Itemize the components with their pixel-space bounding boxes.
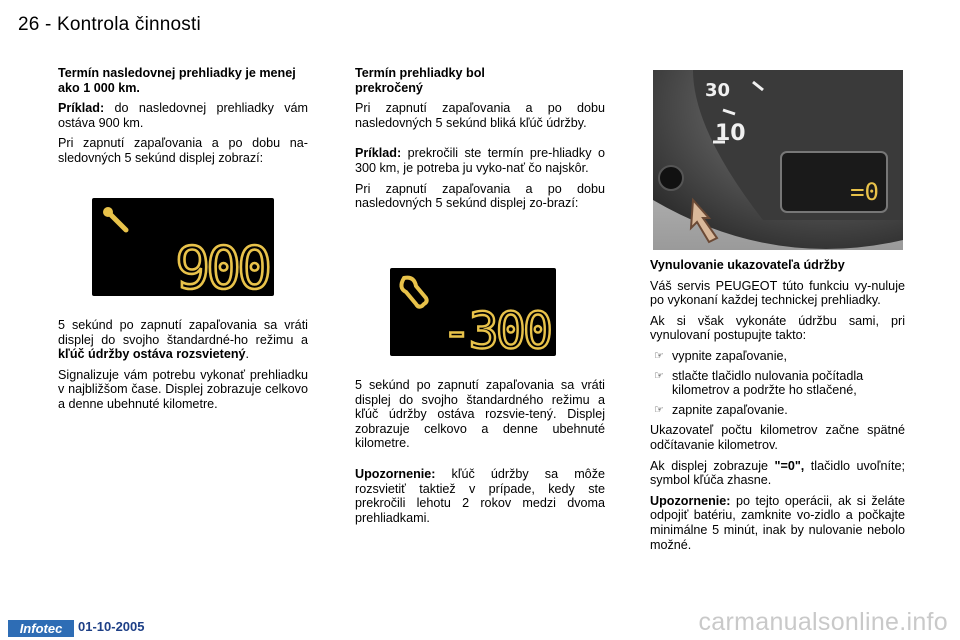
step-text: stlačte tlačidlo nulovania počítadla kilometrov a podržte ho stlačené, bbox=[672, 368, 864, 398]
paragraph: Ak si však vykonáte údržbu sami, pri vynulovaní postupujte takto: bbox=[650, 313, 905, 343]
dial-label: 10 bbox=[715, 121, 746, 146]
watermark: carmanualsonline.info bbox=[698, 608, 948, 636]
list-item bbox=[650, 349, 905, 364]
paragraph bbox=[58, 318, 308, 362]
example-paragraph bbox=[355, 146, 605, 175]
example-text: do nasledovnej prehliadky vám ostáva 900 km. bbox=[58, 101, 308, 130]
lcd-value: 900 bbox=[175, 234, 268, 296]
example-label: Príklad: bbox=[355, 146, 402, 161]
dial-label: 30 bbox=[705, 80, 731, 101]
warning-text: kľúč údržby sa môže rozsvietiť taktiež v prípade, kedy ste prekročili lehotu 2 rokov medzi dvoma prehliadkami. bbox=[355, 466, 605, 525]
lcd-display-900 bbox=[92, 198, 274, 296]
column-1 bbox=[58, 66, 308, 172]
pointing-hand-icon: ☞ bbox=[654, 369, 664, 382]
text-span: . bbox=[245, 347, 250, 362]
bold-span: kľúč údržby ostáva rozsvietený bbox=[58, 347, 246, 362]
trip-display: =0 bbox=[850, 178, 879, 206]
lcd-screen bbox=[92, 198, 274, 296]
paragraph: 5 sekúnd po zapnutí zapaľovania sa vráti displej do svojho štandardného režimu a kľúč údržby ostáva rozsvie-tený. Displej zobrazuje celkovo a denne ubehnuté kilometre. bbox=[355, 378, 605, 451]
paragraph: Pri zapnutí zapaľovania a po dobu nasledovných 5 sekúnd bliká kľúč údržby. bbox=[355, 101, 605, 130]
infotec-logo: Infotec bbox=[8, 620, 74, 637]
step-text: zapnite zapaľovanie. bbox=[672, 402, 788, 417]
section-heading: Vynulovanie ukazovateľa údržby bbox=[650, 258, 845, 272]
pointing-hand-icon: ☞ bbox=[654, 349, 664, 362]
column-2 bbox=[355, 66, 605, 217]
paragraph: Pri zapnutí zapaľovania a po dobu nasledovných 5 sekúnd displej zo-brazí: bbox=[355, 181, 605, 211]
section-heading: Termín nasledovnej prehliadky je menej ako 1 000 km. bbox=[58, 66, 296, 95]
wrench-icon bbox=[103, 207, 126, 230]
step-text: vypnite zapaľovanie, bbox=[672, 348, 787, 363]
list-item bbox=[650, 369, 905, 398]
section-heading: Termín prehliadky bol prekročený bbox=[355, 66, 485, 95]
warning-paragraph bbox=[650, 494, 905, 552]
lcd-value: -300 bbox=[441, 302, 550, 356]
text-span: Ak displej zobrazuje bbox=[650, 458, 775, 473]
paragraph: Signalizuje vám potrebu vykonať prehliadku v najbližšom čase. Displej zobrazuje celkovo a denne ubehnuté kilometre. bbox=[58, 367, 308, 411]
warning-text: po tejto operácii, ak si želáte odpojiť batériu, zamknite vo-zidlo a počkajte minimálne 5 minút, inak by nulovanie nebolo možné. bbox=[650, 493, 905, 552]
example-text: prekročili ste termín pre-hliadky o 300 km, je potreba ju vyko-nať čo najskôr. bbox=[355, 146, 605, 175]
warning-label: Upozornenie: bbox=[650, 493, 731, 508]
lcd-screen bbox=[390, 268, 556, 356]
wrench-icon bbox=[401, 278, 426, 307]
column-1-lower bbox=[58, 318, 308, 418]
footer-date: 01-10-2005 bbox=[78, 619, 145, 634]
bold-span: "=0", bbox=[774, 458, 805, 473]
pointing-hand-icon: ☞ bbox=[654, 403, 664, 416]
text-span: tlačidlo uvoľníte; symbol kľúča zhasne. bbox=[650, 458, 905, 488]
paragraph: Ukazovateľ počtu kilometrov začne spätné odčítavanie kilometrov. bbox=[650, 423, 905, 452]
example-label: Príklad: bbox=[58, 101, 105, 116]
example-paragraph bbox=[58, 101, 308, 130]
warning-paragraph bbox=[355, 467, 605, 525]
text-span: 5 sekúnd po zapnutí zapaľovania sa vráti displej do svojho štandardné-ho režimu a bbox=[58, 318, 308, 347]
warning-label: Upozornenie: bbox=[355, 466, 436, 481]
paragraph bbox=[650, 459, 905, 488]
dashboard-photo bbox=[653, 70, 903, 250]
reset-knob bbox=[659, 166, 683, 190]
column-2-lower bbox=[355, 378, 605, 531]
list-item bbox=[650, 403, 905, 418]
paragraph: Váš servis PEUGEOT túto funkciu vy-nuluje po vykonaní každej technickej prehliadky. bbox=[650, 278, 905, 308]
lcd-display-300 bbox=[390, 268, 556, 356]
page-title: 26 - Kontrola činnosti bbox=[18, 14, 201, 35]
dashboard-illustration bbox=[653, 70, 903, 250]
steps-list bbox=[650, 349, 905, 417]
paragraph: Pri zapnutí zapaľovania a po dobu na-sledovných 5 sekúnd displej zobrazí: bbox=[58, 136, 308, 165]
column-3 bbox=[650, 258, 905, 558]
